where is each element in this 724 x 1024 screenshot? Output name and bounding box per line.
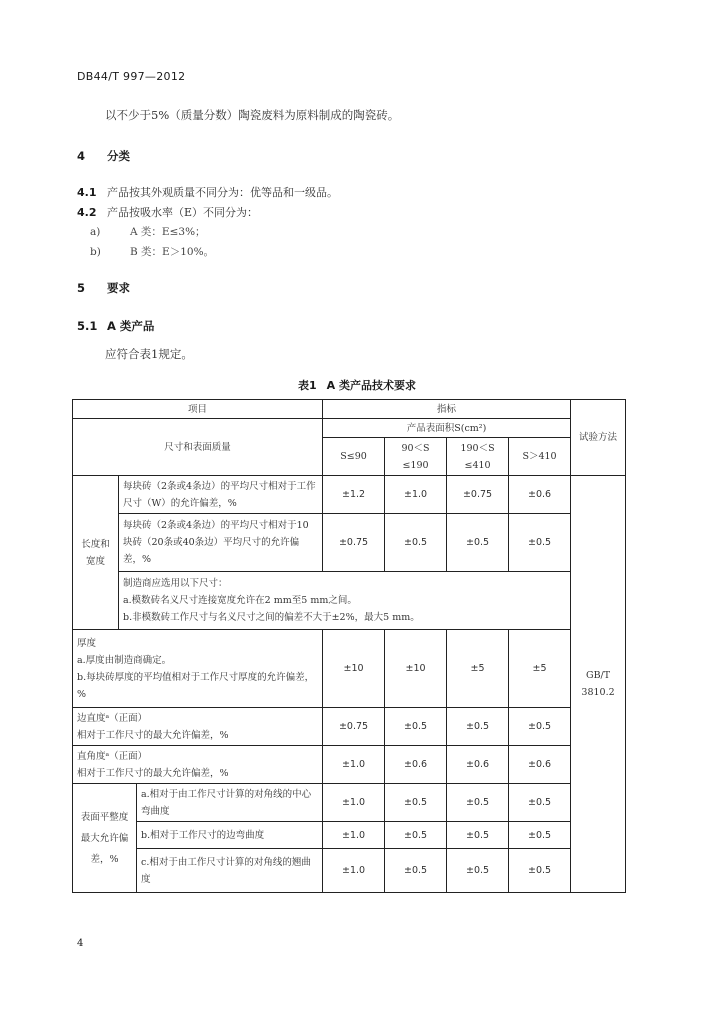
- note-line: 制造商应选用以下尺寸：: [123, 578, 228, 589]
- value-cell: ±0.6: [385, 746, 447, 784]
- length-width-label: 长度和宽度: [73, 476, 119, 630]
- desc-line: b.每块砖厚度的平均值相对于工作尺寸厚度的允许偏差，%: [77, 671, 315, 700]
- area-col: 90＜S ≤190: [385, 438, 447, 476]
- header-index: 指标: [323, 400, 571, 419]
- value-cell: ±0.5: [447, 822, 509, 849]
- value-cell: ±0.5: [385, 849, 447, 893]
- section-5-heading: [77, 280, 130, 296]
- table-row: [73, 708, 626, 746]
- list-text: A 类：E≤3%；: [130, 226, 206, 238]
- section-title: A 类产品: [107, 319, 155, 333]
- table-row: [73, 822, 626, 849]
- spec-table: [72, 399, 626, 893]
- table-caption-title: A 类产品技术要求: [326, 379, 416, 392]
- table-row: [73, 784, 626, 822]
- section-title: 分类: [107, 149, 130, 163]
- table-row: [73, 849, 626, 893]
- header-area: 产品表面积S(cm²): [323, 419, 571, 438]
- note-line: b.非模数砖工作尺寸与名义尺寸之间的偏差不大于±2%，最大5 mm。: [123, 612, 420, 623]
- clause-number: 4.1: [77, 186, 97, 199]
- table-header-row: [73, 419, 626, 438]
- value-cell: ±0.5: [447, 784, 509, 822]
- thickness-desc: [73, 630, 323, 708]
- value-cell: ±0.75: [323, 708, 385, 746]
- table-caption: [0, 377, 724, 393]
- table-caption-number: 表1: [298, 379, 317, 392]
- list-text: B 类：E＞10%。: [130, 246, 215, 258]
- value-cell: ±5: [447, 630, 509, 708]
- section-number: 5: [77, 281, 86, 295]
- table-row: [73, 572, 626, 630]
- value-cell: ±0.5: [509, 822, 571, 849]
- desc-line: a.厚度由制造商确定。: [77, 654, 172, 666]
- clause-text: 产品按其外观质量不同分为：优等品和一级品。: [107, 186, 338, 199]
- row-desc: b.相对于工作尺寸的边弯曲度: [137, 822, 323, 849]
- note-line: a.模数砖名义尺寸连接宽度允许在2 mm至5 mm之间。: [123, 595, 357, 606]
- clause-text: 产品按吸水率（E）不同分为：: [107, 206, 259, 219]
- value-cell: ±1.0: [323, 746, 385, 784]
- desc-line: 边直度ᵃ（正面）: [77, 712, 148, 724]
- table-header-row: [73, 400, 626, 419]
- area-col: S＞410: [509, 438, 571, 476]
- row-desc: c.相对于由工作尺寸计算的对角线的翘曲度: [137, 849, 323, 893]
- desc-line: 直角度ᵃ（正面）: [77, 750, 148, 762]
- list-item-a: [90, 224, 206, 239]
- value-cell: ±1.0: [323, 784, 385, 822]
- value-cell: ±5: [509, 630, 571, 708]
- row-desc: a.相对于由工作尺寸计算的对角线的中心弯曲度: [137, 784, 323, 822]
- value-cell: ±0.6: [509, 476, 571, 514]
- value-cell: ±0.6: [447, 746, 509, 784]
- desc-line: 相对于工作尺寸的最大允许偏差，%: [77, 767, 229, 779]
- value-cell: ±0.5: [509, 708, 571, 746]
- value-cell: ±1.0: [385, 476, 447, 514]
- manufacturer-note: [119, 572, 571, 630]
- table-row: [73, 514, 626, 572]
- clause-number: 4.2: [77, 206, 97, 219]
- right-angle-desc: [73, 746, 323, 784]
- flatness-label: 表面平整度最大允许偏差，%: [73, 784, 137, 893]
- value-cell: ±0.6: [509, 746, 571, 784]
- table-row: [73, 746, 626, 784]
- list-item-b: [90, 244, 214, 259]
- value-cell: ±1.0: [323, 849, 385, 893]
- value-cell: ±1.2: [323, 476, 385, 514]
- value-cell: ±0.5: [447, 708, 509, 746]
- section-4-heading: [77, 148, 130, 164]
- section-number: 4: [77, 149, 86, 163]
- value-cell: ±0.5: [385, 784, 447, 822]
- table-row: [73, 630, 626, 708]
- method-cell: GB/T 3810.2: [571, 476, 626, 893]
- desc-line: 厚度: [77, 637, 97, 649]
- intro-line: 以不少于5%（质量分数）陶瓷废料为原料制成的陶瓷砖。: [105, 108, 400, 122]
- value-cell: ±0.75: [323, 514, 385, 572]
- clause-4-1: [77, 184, 338, 200]
- value-cell: ±0.5: [385, 514, 447, 572]
- value-cell: ±10: [385, 630, 447, 708]
- header-method: 试验方法: [571, 400, 626, 476]
- edge-straight-desc: [73, 708, 323, 746]
- clause-4-2: [77, 204, 258, 220]
- value-cell: ±1.0: [323, 822, 385, 849]
- value-cell: ±10: [323, 630, 385, 708]
- section-title: 要求: [107, 281, 130, 295]
- area-col: S≤90: [323, 438, 385, 476]
- section-number: 5.1: [77, 319, 98, 333]
- value-cell: ±0.5: [509, 849, 571, 893]
- value-cell: ±0.5: [447, 849, 509, 893]
- table-row: [73, 476, 626, 514]
- value-cell: ±0.5: [385, 822, 447, 849]
- value-cell: ±0.5: [509, 514, 571, 572]
- list-marker: a): [90, 226, 101, 238]
- page-number: 4: [77, 938, 84, 949]
- value-cell: ±0.5: [509, 784, 571, 822]
- row-desc: 每块砖（2条或4条边）的平均尺寸相对于工作尺寸（W）的允许偏差，%: [119, 476, 323, 514]
- value-cell: ±0.5: [385, 708, 447, 746]
- header-quality: 尺寸和表面质量: [73, 419, 323, 476]
- section-5-1-text: 应符合表1规定。: [105, 347, 193, 361]
- section-5-1-heading: [77, 318, 154, 334]
- value-cell: ±0.5: [447, 514, 509, 572]
- document-header-id: DB44/T 997—2012: [77, 70, 186, 83]
- header-item: 项目: [73, 400, 323, 419]
- area-col: 190＜S ≤410: [447, 438, 509, 476]
- desc-line: 相对于工作尺寸的最大允许偏差，%: [77, 729, 229, 741]
- value-cell: ±0.75: [447, 476, 509, 514]
- row-desc: 每块砖（2条或4条边）的平均尺寸相对于10块砖（20条或40条边）平均尺寸的允许偏差，%: [119, 514, 323, 572]
- list-marker: b): [90, 246, 101, 258]
